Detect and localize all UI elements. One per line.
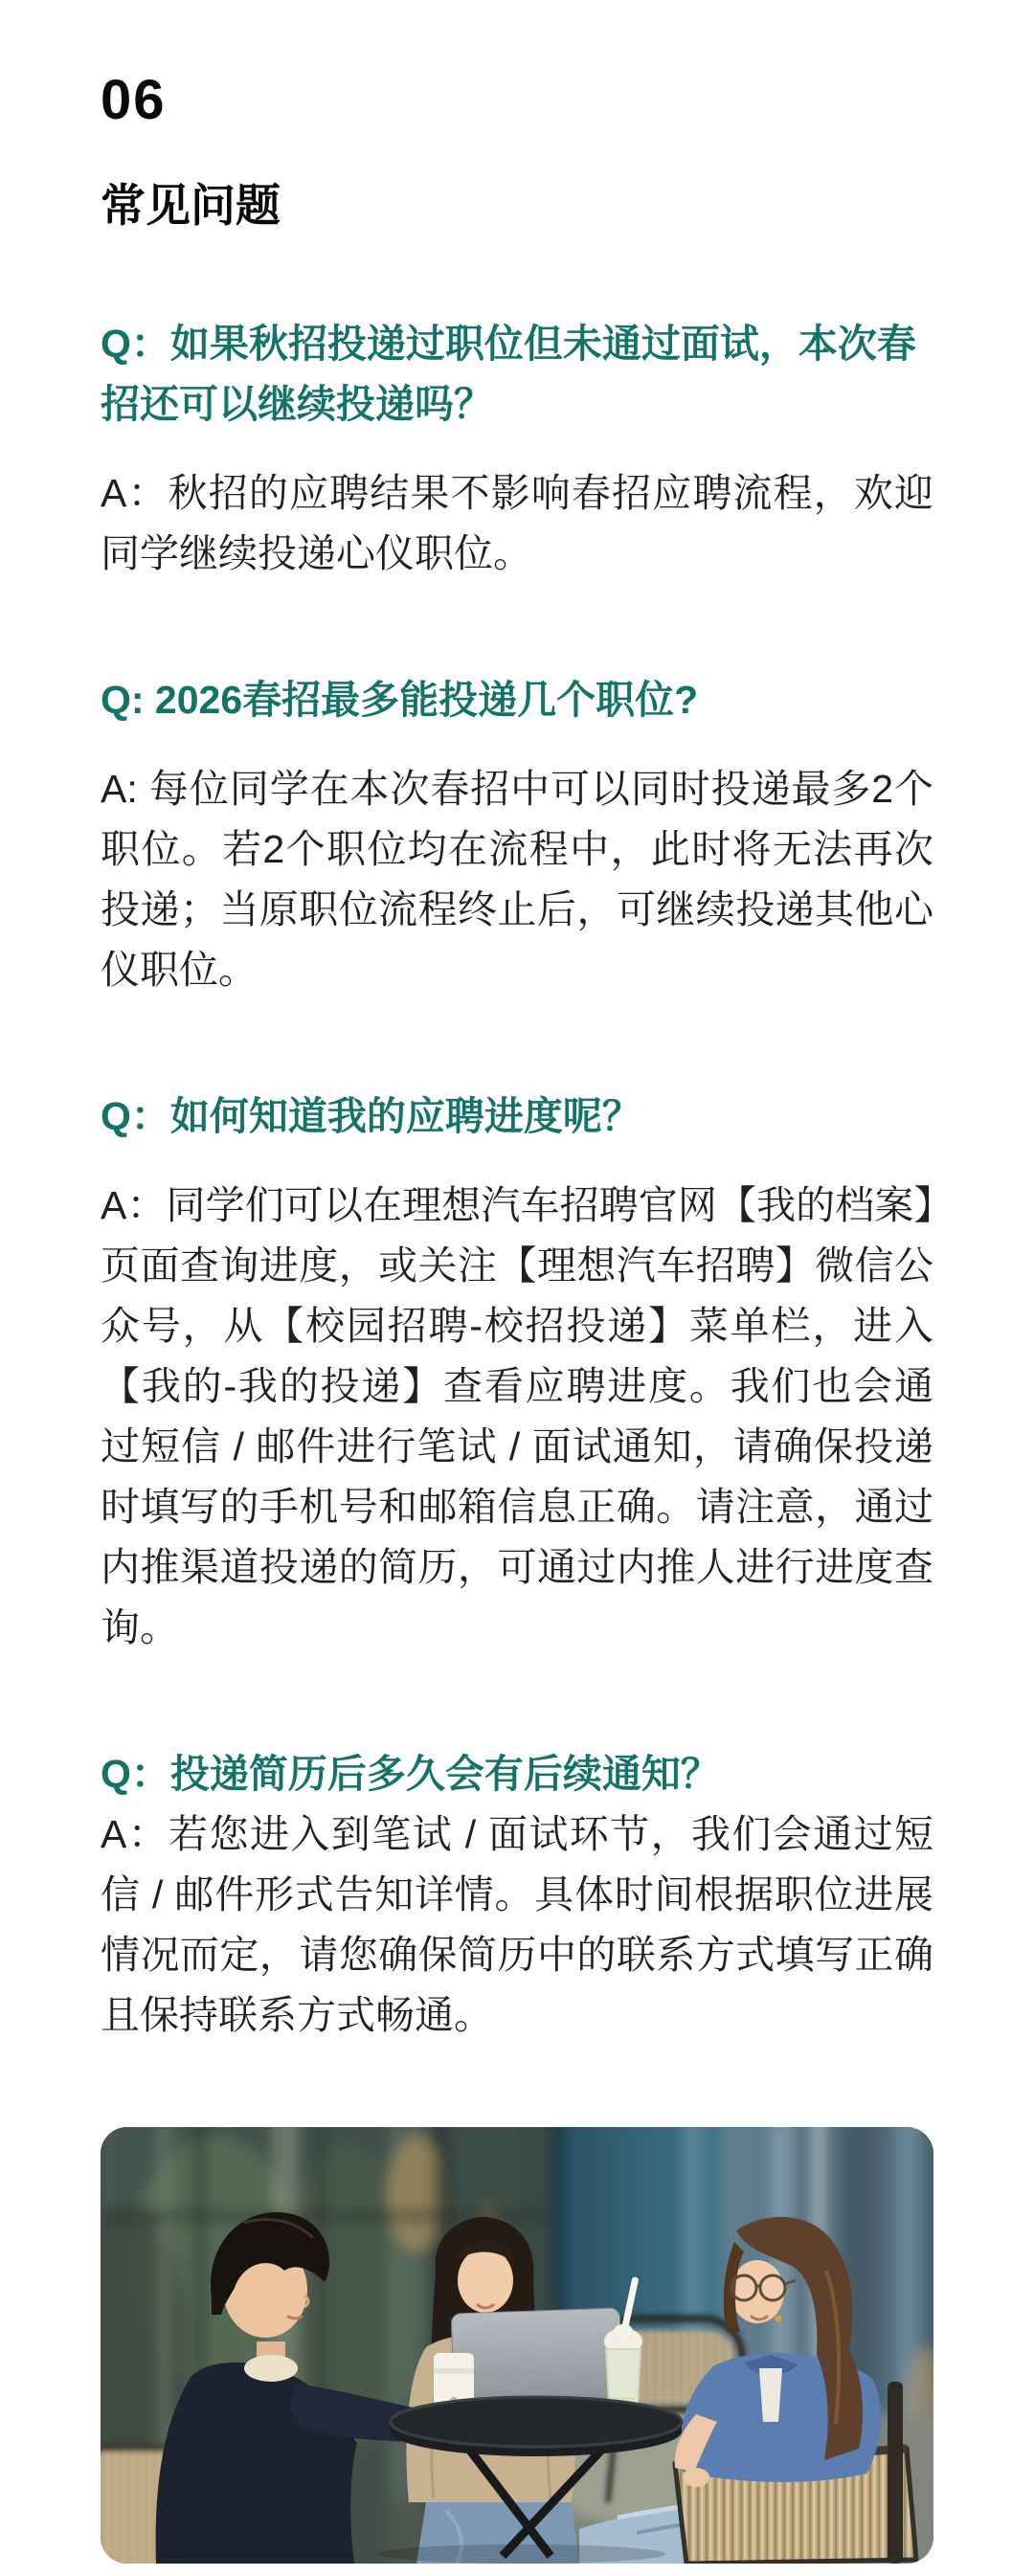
page-title: 常见问题: [101, 180, 281, 231]
question-text: Q：投递简历后多久会有后续通知？: [101, 1752, 720, 1796]
faq-item-1: [101, 314, 933, 584]
question-text: Q：如果秋招投递过职位但未通过面试，本次春招还可以继续投递吗？: [101, 322, 916, 426]
answer-text: A：秋招的应聘结果不影响春招应聘流程，欢迎同学继续投递心仪职位。: [101, 471, 933, 575]
answer-text: A: 每位同学在本次春招中可以同时投递最多2个职位。若2个职位均在流程中，此时将无法再次投递；当原职位流程终止后，可继续投递其他心仪职位。: [101, 767, 933, 992]
faq-item-3: [101, 1086, 933, 1658]
campus-photo-illustration: [101, 2127, 933, 2564]
faq-item-4: [101, 1744, 933, 2046]
answer-text: A：若您进入到笔试 / 面试环节，我们会通过短信 / 邮件形式告知详情。具体时间根据职位进展情况而定，请您确保简历中的联系方式填写正确且保持联系方式畅通。: [101, 1812, 933, 2037]
question-text: Q：如何知道我的应聘进度呢？: [101, 1094, 641, 1138]
question-text: Q: 2026春招最多能投递几个职位?: [101, 678, 699, 722]
campus-photo: [101, 2127, 933, 2564]
answer-text: A：同学们可以在理想汽车招聘官网【我的档案】页面查询进度，或关注【理想汽车招聘】微信公众号，从【校园招聘-校招投递】菜单栏，进入【我的-我的投递】查看应聘进度。我们也会通过短信 / 邮件进行笔试 / 面试通知，请确保投递时填写的手机号和邮箱信息正确。请注意，通过内推渠道投递的简历，可通过内推人进行进度查询。: [101, 1183, 933, 1649]
faq-item-2: [101, 670, 933, 1000]
section-number: 06: [101, 69, 167, 131]
faq-list: [101, 314, 933, 2046]
